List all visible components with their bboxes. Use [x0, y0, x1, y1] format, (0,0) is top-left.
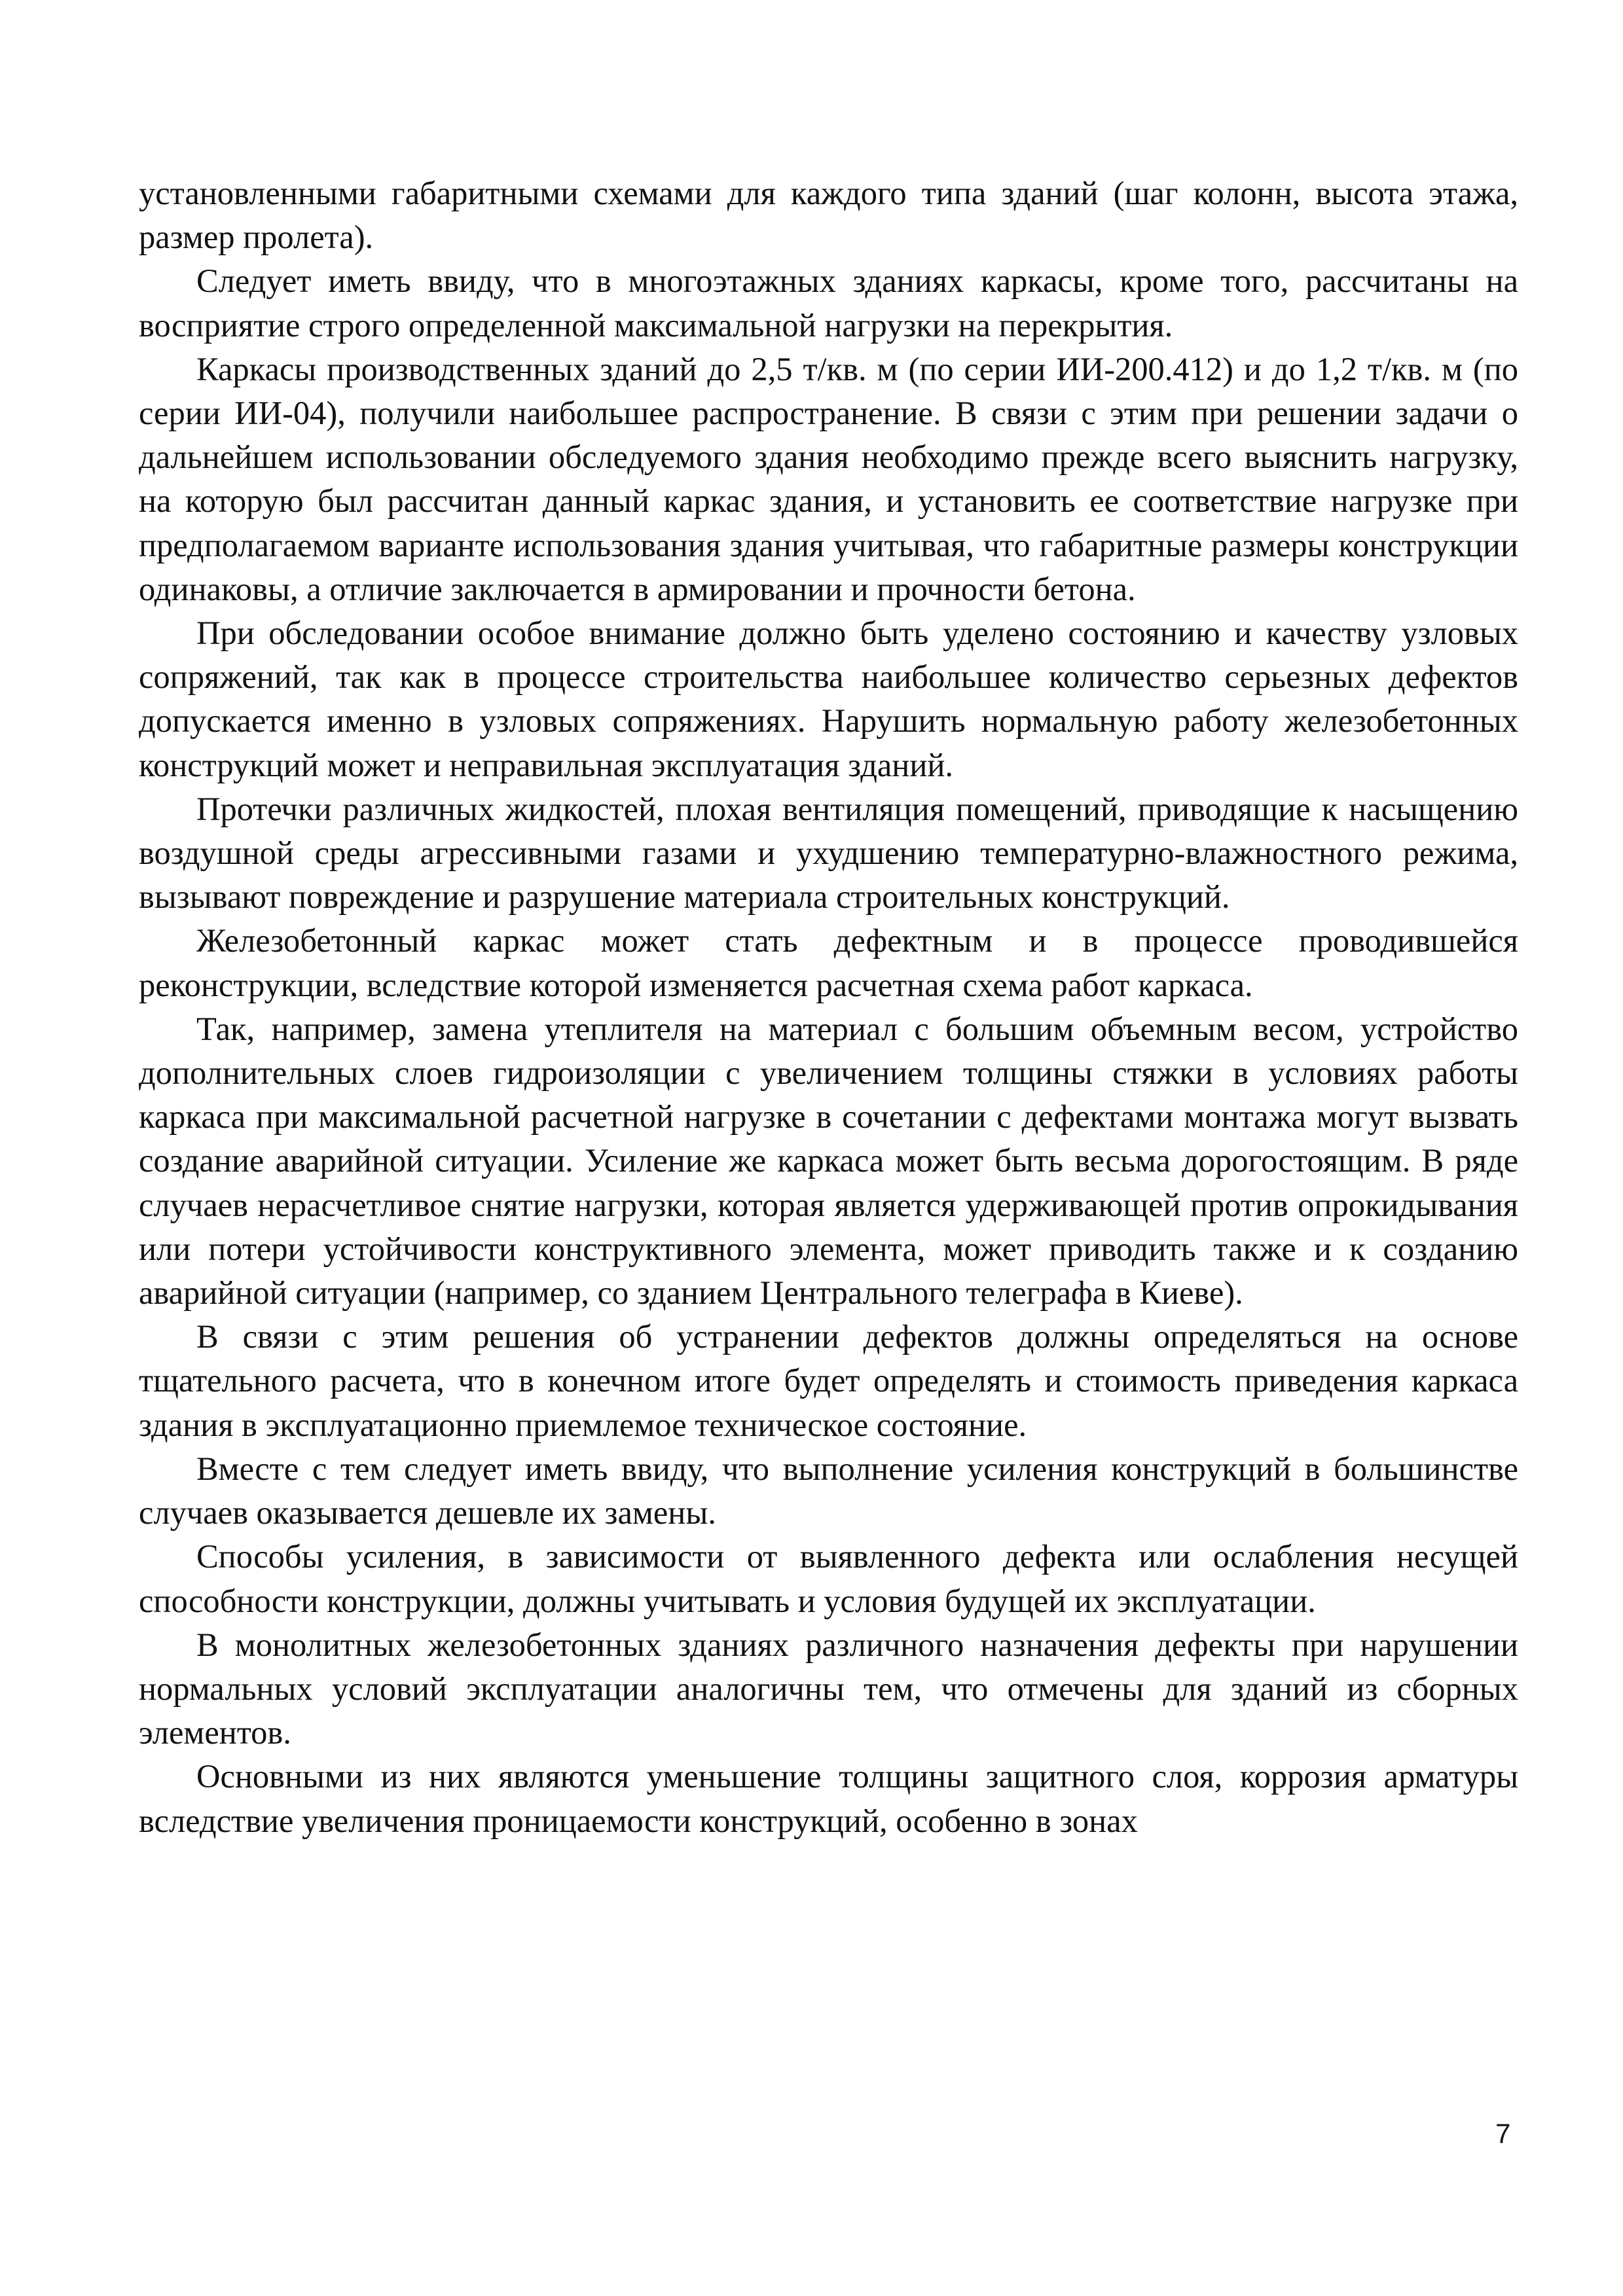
paragraph-monolithic-buildings: В монолитных железобетонных зданиях различного назначения дефекты при нарушении нормальных условий эксплуатации аналогичны тем, что отмечены для зданий из сборных элементов.	[139, 1626, 1518, 1751]
paragraph-insulation-example: Так, например, замена утеплителя на материал с большим объемным весом, устройство дополнительных слоев гидроизоляции с увеличением толщины стяжки в условиях работы каркаса при максимальной расчетной нагрузке в сочетании с дефектами монтажа могут вызвать создание аварийной ситуации. Усиление же каркаса может быть весьма дорогостоящим. В ряде случаев нерасчетливое снятие нагрузки, которая является удерживающей против опрокидывания или потери устойчивости конструктивного элемента, может приводить также и к созданию аварийной ситуации (например, со зданием Центрального телеграфа в Киеве).	[139, 1010, 1518, 1312]
paragraph-leaks-ventilation: Протечки различных жидкостей, плохая вентиляция помещений, приводящие к насыщению воздушной среды агрессивными газами и ухудшению температурно-влажностного режима, вызывают повреждение и разрушение материала строительных конструкций.	[139, 790, 1518, 916]
page-number: 7	[1495, 2118, 1511, 2149]
paragraph-industrial-frames: Каркасы производственных зданий до 2,5 т/кв. м (по серии ИИ-200.412) и до 1,2 т/кв. м (по серии ИИ-04), получили наибольшее распространение. В связи с этим при решении задачи о дальнейшем использовании обследуемого здания необходимо прежде всего выяснить нагрузку, на которую был рассчитан данный каркас здания, и установить ее соответствие нагрузке при предполагаемом варианте использования здания учитывая, что габаритные размеры конструкции одинаковы, а отличие заключается в армировании и прочности бетона.	[139, 350, 1518, 607]
paragraph-continuation: установленными габаритными схемами для каждого типа зданий (шаг колонн, высота этажа, размер пролета).	[139, 175, 1518, 256]
paragraph-main-defects: Основными из них являются уменьшение толщины защитного слоя, коррозия арматуры вследствие увеличения проницаемости конструкций, особенно в зонах	[139, 1758, 1518, 1839]
paragraph-frame-design-note: Следует иметь ввиду, что в многоэтажных зданиях каркасы, кроме того, рассчитаны на восприятие строго определенной максимальной нагрузки на перекрытия.	[139, 262, 1518, 344]
paragraph-defect-elimination: В связи с этим решения об устранении дефектов должны определяться на основе тщательного расчета, что в конечном итоге будет определять и стоимость приведения каркаса здания в эксплуатационно приемлемое техническое состояние.	[139, 1318, 1518, 1443]
body-text	[139, 171, 1518, 1843]
paragraph-reinforcement-cost: Вместе с тем следует иметь ввиду, что выполнение усиления конструкций в большинстве случаев оказывается дешевле их замены.	[139, 1450, 1518, 1532]
paragraph-joint-inspection: При обследовании особое внимание должно быть уделено состоянию и качеству узловых сопряжений, так как в процессе строительства наибольшее количество серьезных дефектов допускается именно в узловых сопряжениях. Нарушить нормальную работу железобетонных конструкций может и неправильная эксплуатация зданий.	[139, 615, 1518, 783]
paragraph-reconstruction-defects: Железобетонный каркас может стать дефектным и в процессе проводившейся реконструкции, вследствие которой изменяется расчетная схема работ каркаса.	[139, 922, 1518, 1003]
paragraph-reinforcement-methods: Способы усиления, в зависимости от выявленного дефекта или ослабления несущей способности конструкции, должны учитывать и условия будущей их эксплуатации.	[139, 1538, 1518, 1619]
